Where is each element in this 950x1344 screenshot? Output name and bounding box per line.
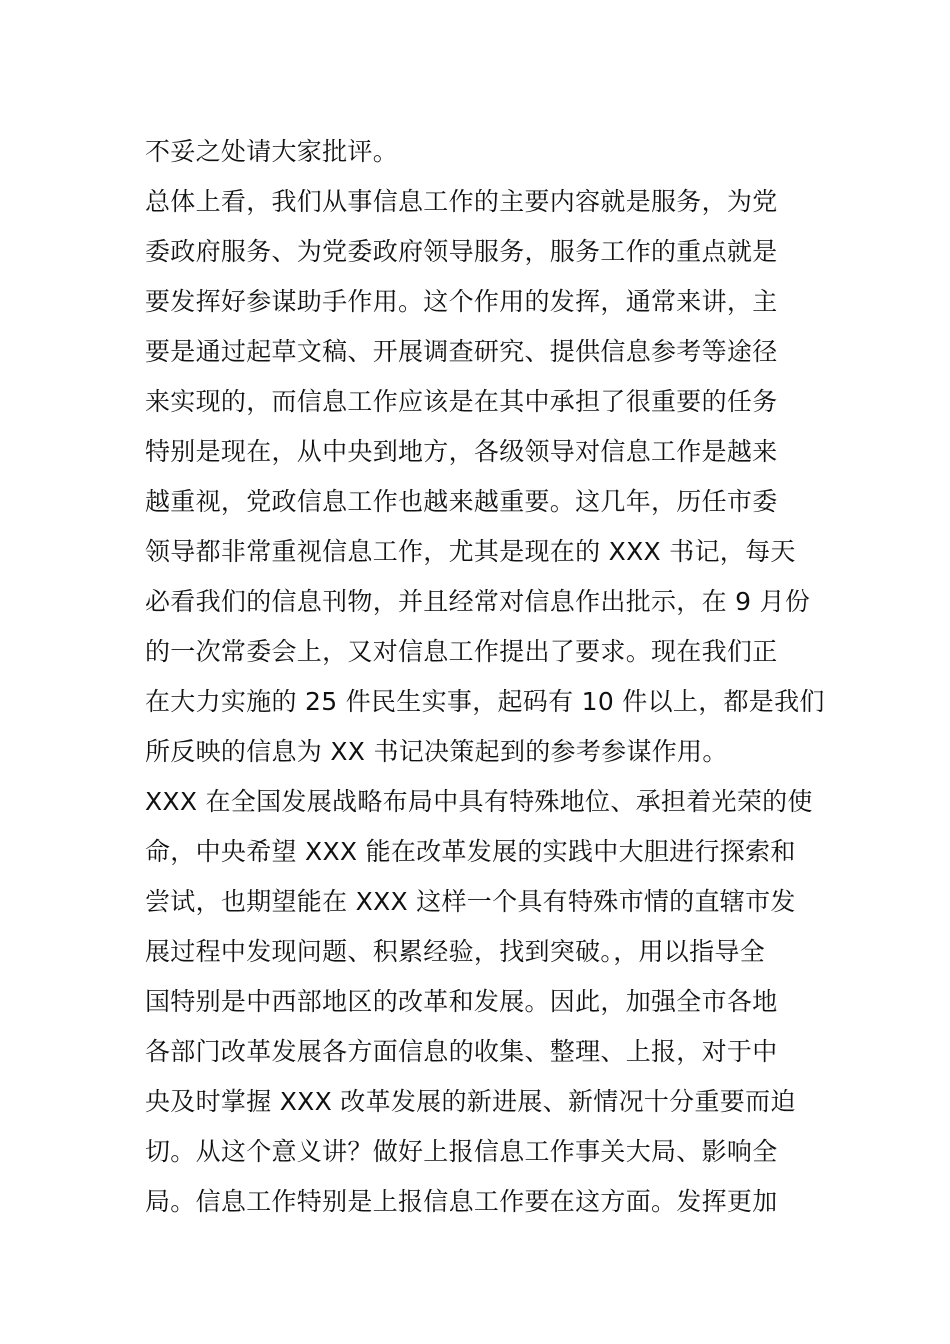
text-line-9: 领导都非常重视信息工作，尤其是现在的 XXX 书记，每天 [145, 537, 796, 566]
text-line-8: 越重视，党政信息工作也越来越重要。这几年，历任市委 [145, 487, 778, 516]
text-line-13: 所反映的信息为 XX 书记决策起到的参考参谋作用。 [145, 737, 728, 766]
text-line-16: 尝试，也期望能在 XXX 这样一个具有特殊市情的直辖市发 [145, 887, 796, 916]
text-line-7: 特别是现在，从中央到地方，各级领导对信息工作是越来 [145, 437, 778, 466]
text-line-17: 展过程中发现问题、积累经验，找到突破。，用以指导全 [145, 937, 766, 966]
text-line-21: 切。从这个意义讲？做好上报信息工作事关大局、影响全 [145, 1137, 778, 1166]
text-line-6: 来实现的，而信息工作应该是在其中承担了很重要的任务 [145, 387, 778, 416]
text-line-14: XXX 在全国发展战略布局中具有特殊地位、承担着光荣的使 [145, 787, 813, 816]
text-line-15: 命，中央希望 XXX 能在改革发展的实践中大胆进行探索和 [145, 837, 796, 866]
text-line-2: 总体上看，我们从事信息工作的主要内容就是服务，为党 [145, 187, 778, 216]
text-line-10: 必看我们的信息刊物，并且经常对信息作出批示，在 9 月份 [145, 587, 811, 616]
text-line-1: 不妥之处请大家批评。 [145, 137, 399, 166]
body-text [145, 127, 825, 1227]
text-line-5: 要是通过起草文稿、开展调查研究、提供信息参考等途径 [145, 337, 778, 366]
text-line-12: 在大力实施的 25 件民生实事，起码有 10 件以上，都是我们 [145, 687, 825, 716]
text-line-22: 局。信息工作特别是上报信息工作要在这方面。发挥更加 [145, 1187, 778, 1216]
text-line-20: 央及时掌握 XXX 改革发展的新进展、新情况十分重要而迫 [145, 1087, 796, 1116]
text-line-18: 国特别是中西部地区的改革和发展。因此，加强全市各地 [145, 987, 778, 1016]
text-line-4: 要发挥好参谋助手作用。这个作用的发挥，通常来讲，主 [145, 287, 778, 316]
text-line-3: 委政府服务、为党委政府领导服务，服务工作的重点就是 [145, 237, 778, 266]
text-line-19: 各部门改革发展各方面信息的收集、整理、上报，对于中 [145, 1037, 778, 1066]
text-line-11: 的一次常委会上，又对信息工作提出了要求。现在我们正 [145, 637, 778, 666]
